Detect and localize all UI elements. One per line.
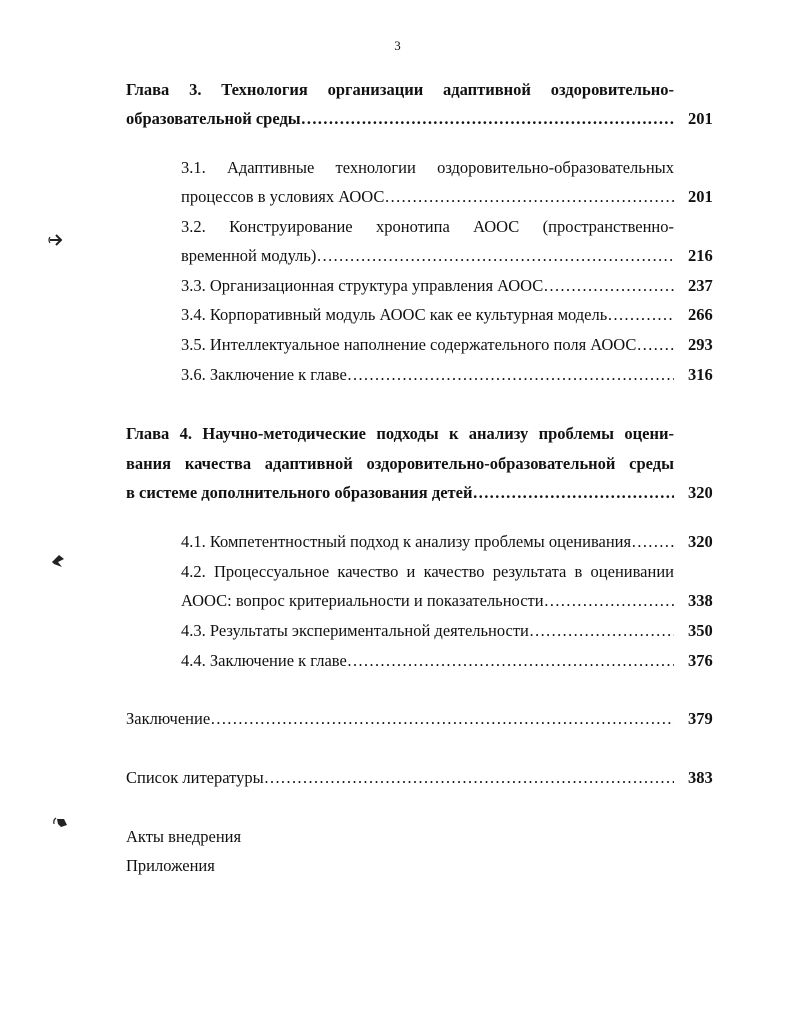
chapter4-title-line2: вания качества адаптивной оздоровительно-образовательной среды bbox=[126, 454, 674, 473]
leader-dots bbox=[264, 767, 674, 789]
leader-dots bbox=[636, 334, 674, 356]
section-3-1-line1: 3.1. Адаптивные технологии оздоровительно-образовательных bbox=[181, 158, 674, 177]
leader-dots bbox=[347, 364, 674, 386]
leader-dots bbox=[384, 186, 674, 208]
section-3-6-text: 3.6. Заключение к главе bbox=[181, 365, 347, 384]
section-3-3-text: 3.3. Организационная структура управления АООС bbox=[181, 276, 544, 295]
section-4-4-page: 376 bbox=[688, 651, 713, 670]
section-3-1-line2 bbox=[181, 186, 674, 208]
acts-entry: Акты внедрения bbox=[126, 827, 242, 846]
section-4-4 bbox=[181, 650, 674, 672]
section-4-1 bbox=[181, 531, 674, 553]
leader-dots bbox=[316, 245, 674, 267]
chapter4-title-line1: Глава 4. Научно-методические подходы к анализу проблемы оцени- bbox=[126, 424, 674, 443]
leader-dots bbox=[607, 304, 674, 326]
leader-dots bbox=[529, 620, 674, 642]
references-entry bbox=[126, 767, 674, 789]
references-text: Список литературы bbox=[126, 768, 264, 787]
section-3-2-page: 216 bbox=[688, 246, 713, 265]
section-3-5 bbox=[181, 334, 674, 356]
section-4-1-page: 320 bbox=[688, 532, 713, 551]
section-3-2-line2 bbox=[181, 245, 674, 267]
leader-dots bbox=[301, 108, 674, 130]
chapter4-title-line3 bbox=[126, 482, 674, 504]
leader-dots bbox=[543, 275, 674, 297]
section-3-5-text: 3.5. Интеллектуальное наполнение содержательного поля АООС bbox=[181, 335, 637, 354]
section-3-3 bbox=[181, 275, 674, 297]
conclusion-text: Заключение bbox=[126, 709, 211, 728]
leader-dots bbox=[544, 590, 674, 612]
conclusion-entry bbox=[126, 708, 674, 730]
section-4-4-text: 4.4. Заключение к главе bbox=[181, 651, 347, 670]
section-3-3-page: 237 bbox=[688, 276, 713, 295]
scan-mark-icon bbox=[52, 815, 70, 836]
section-3-2-text: временной модуль) bbox=[181, 246, 317, 265]
section-3-4-text: 3.4. Корпоративный модуль АООС как ее культурная модель bbox=[181, 305, 608, 324]
section-4-3-page: 350 bbox=[688, 621, 713, 640]
leader-dots bbox=[210, 708, 674, 730]
conclusion-page: 379 bbox=[688, 709, 713, 728]
leader-dots bbox=[347, 650, 674, 672]
section-3-4 bbox=[181, 304, 674, 326]
section-4-3-text: 4.3. Результаты экспериментальной деятельности bbox=[181, 621, 529, 640]
section-4-3 bbox=[181, 620, 674, 642]
appendices-entry: Приложения bbox=[126, 856, 215, 875]
section-4-1-text: 4.1. Компетентностный подход к анализу проблемы оценивания bbox=[181, 532, 632, 551]
leader-dots bbox=[472, 482, 674, 504]
section-3-4-page: 266 bbox=[688, 305, 713, 324]
scan-mark-icon bbox=[48, 232, 66, 253]
section-4-2-line1: 4.2. Процессуальное качество и качество результата в оценивании bbox=[181, 562, 674, 581]
section-4-2-page: 338 bbox=[688, 591, 713, 610]
page-number: 3 bbox=[394, 38, 401, 53]
chapter3-title-line2 bbox=[126, 108, 674, 130]
scan-mark-icon bbox=[50, 553, 66, 574]
section-3-6-page: 316 bbox=[688, 365, 713, 384]
chapter3-title-line1: Глава 3. Технология организации адаптивной оздоровительно- bbox=[126, 80, 674, 99]
section-3-5-page: 293 bbox=[688, 335, 713, 354]
section-3-1-text: процессов в условиях АООС bbox=[181, 187, 385, 206]
chapter4-title-line3-text: в системе дополнительного образования детей bbox=[126, 483, 473, 502]
section-4-2-text: АООС: вопрос критериальности и показательности bbox=[181, 591, 544, 610]
section-3-2-line1: 3.2. Конструирование хронотипа АООС (пространственно- bbox=[181, 217, 674, 236]
references-page: 383 bbox=[688, 768, 713, 787]
section-3-6 bbox=[181, 364, 674, 386]
chapter4-page: 320 bbox=[688, 483, 713, 502]
section-4-2-line2 bbox=[181, 590, 674, 612]
section-3-1-page: 201 bbox=[688, 187, 713, 206]
chapter3-title-line2-text: образовательной среды bbox=[126, 109, 301, 128]
chapter3-page: 201 bbox=[688, 109, 713, 128]
leader-dots bbox=[631, 531, 674, 553]
